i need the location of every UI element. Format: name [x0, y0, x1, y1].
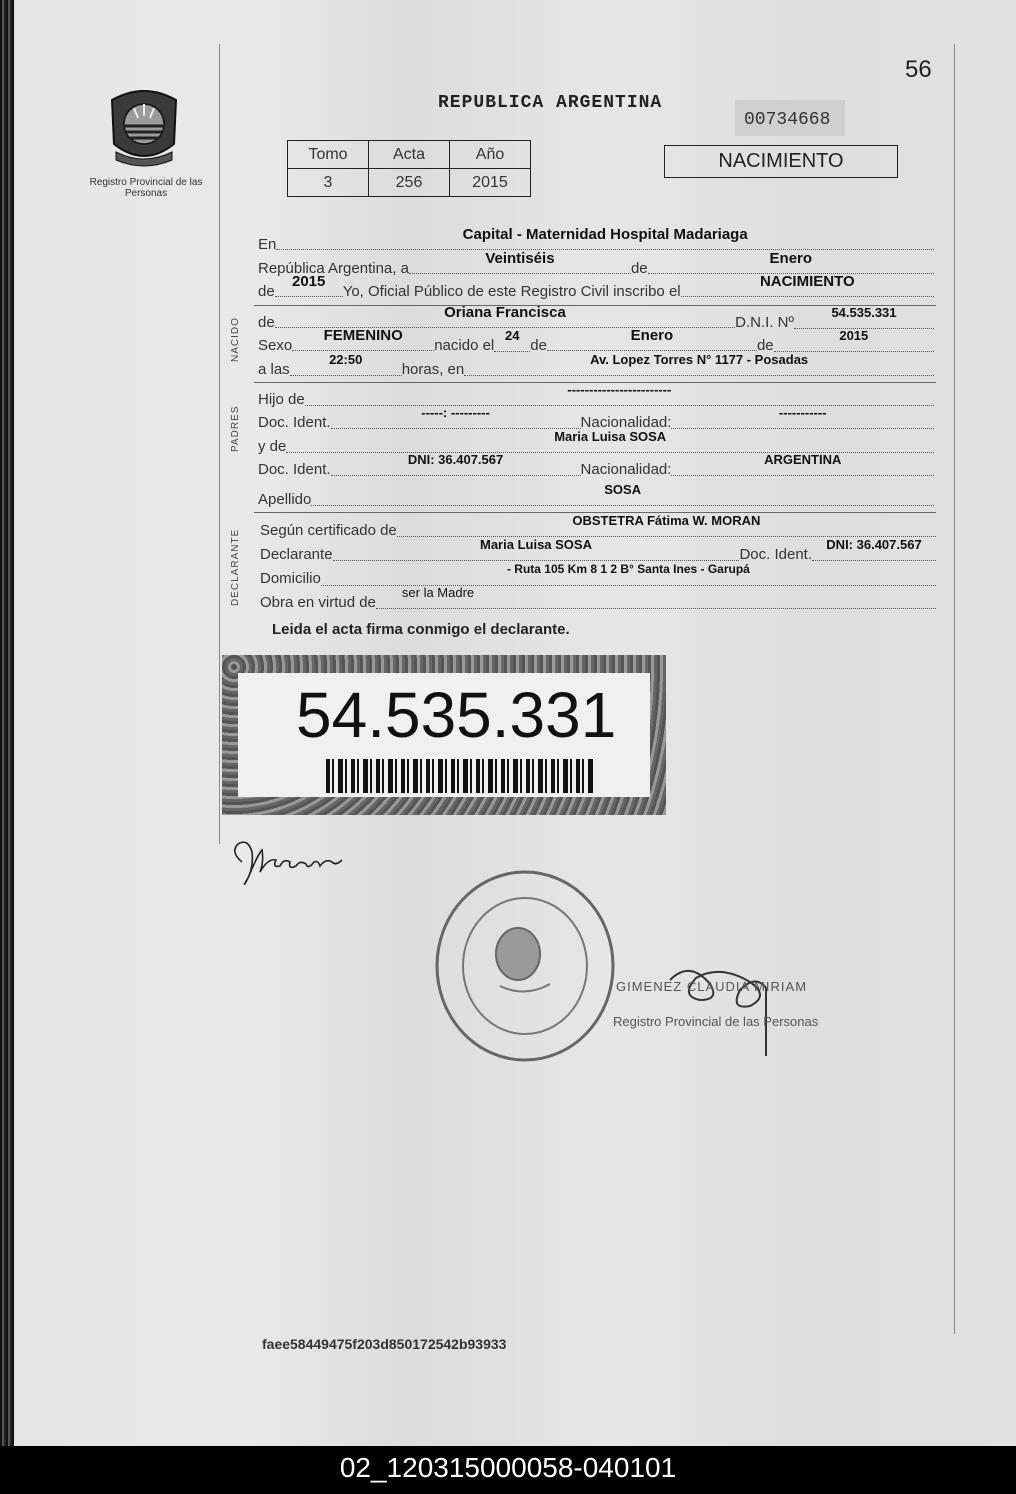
capacity-value: ser la Madre [401, 585, 475, 600]
hours-label: horas, en [401, 361, 465, 378]
section-label-birth: NACIDO [230, 317, 241, 362]
child-name: Oriana Francisca [444, 304, 566, 321]
event-row [258, 273, 934, 300]
born-label: nacido el [434, 337, 495, 354]
table-cell: 3 [288, 169, 369, 197]
mother-name: Maria Luisa SOSA [554, 429, 667, 444]
frame-left-line [219, 44, 220, 844]
barcode-icon [326, 759, 594, 793]
declarant-label: Declarante [260, 546, 333, 563]
officer-text: Yo, Oficial Público de este Registro Civil inscribo el [342, 283, 681, 300]
address-row [260, 562, 936, 587]
place-value: Capital - Maternidad Hospital Madariaga [462, 226, 748, 243]
child-of-label: Hijo de [258, 391, 305, 408]
day-text: Veintiséis [485, 250, 555, 267]
dni-sticker-inner [238, 673, 650, 797]
address-label: Domicilio [260, 570, 321, 587]
declarant-address: - Ruta 105 Km 8 1 2 B° Santa Ines - Garupá [506, 562, 750, 576]
section-label-declarant: DECLARANTE [230, 528, 241, 606]
frame-right-line [954, 44, 955, 1334]
surname-row [258, 482, 934, 508]
surname-label: Apellido [258, 491, 312, 508]
official-seal-icon [430, 866, 620, 1066]
de-label: de [756, 337, 774, 354]
de-label: de [258, 314, 275, 331]
officer-signature-icon [640, 960, 790, 1060]
year-value: 2015 [292, 273, 326, 290]
table-header-cell: Año [450, 141, 531, 169]
sex-label: Sexo [258, 337, 293, 354]
scan-id: 02_120315000058-040101 [339, 1452, 677, 1483]
declarant-name: Maria Luisa SOSA [480, 537, 592, 552]
place-row [258, 226, 934, 253]
father-doc: -----: --------- [421, 405, 490, 420]
nationality-label: Nacionalidad: [580, 414, 672, 431]
republic-label: República Argentina, a [258, 260, 409, 277]
surname-value: SOSA [604, 482, 642, 497]
section-label-parents: PADRES [230, 405, 241, 452]
time-row [258, 352, 934, 378]
document-hash: faee58449475f203d850172542b93933 [262, 1336, 507, 1352]
father-nationality: ----------- [778, 405, 827, 420]
birth-month: Enero [630, 327, 674, 344]
table-cell: 2015 [450, 169, 531, 197]
child-dni: 54.535.331 [831, 305, 897, 320]
officer-org: Registro Provincial de las Personas [613, 1014, 819, 1029]
de-label: de [530, 337, 547, 354]
de-label: de [258, 283, 275, 300]
table-header-row [288, 141, 531, 169]
nationality-label: Nacionalidad: [580, 461, 672, 478]
registry-name: Registro Provincial de las Personas [89, 177, 203, 199]
doc-type-box: NACIMIENTO [664, 145, 898, 178]
province-emblem-icon [106, 86, 182, 170]
dni-sticker [222, 655, 666, 815]
register-table [287, 140, 531, 197]
birth-address: Av. Lopez Torres N° 1177 - Posadas [590, 352, 809, 367]
scan-footer [0, 1446, 1016, 1494]
country-title: REPUBLICA ARGENTINA [438, 93, 663, 113]
declarant-signature-icon [228, 832, 358, 892]
birth-year: 2015 [839, 328, 869, 343]
serial-number: 00734668 [744, 110, 831, 130]
declarant-row [260, 537, 936, 563]
de-label: de [630, 260, 648, 277]
and-label: y de [258, 438, 287, 455]
table-header-cell: Acta [369, 141, 450, 169]
dni-sticker-number: 54.535.331 [296, 679, 617, 751]
table-row [288, 169, 531, 197]
place-label: En [258, 236, 277, 253]
officer-name: GIMENEZ CLAUDIA MIRIAM [616, 979, 808, 994]
capacity-label: Obra en virtud de [260, 594, 376, 611]
capacity-row [260, 585, 936, 611]
mother-doc-row [258, 452, 934, 478]
birth-day: 24 [505, 328, 520, 343]
cert-label: Según certificado de [260, 522, 397, 539]
event-value: NACIMIENTO [759, 273, 855, 290]
declarant-doc: DNI: 36.407.567 [826, 537, 922, 552]
dni-label: D.N.I. Nº [735, 314, 794, 331]
father-name: ------------------------ [567, 382, 672, 397]
doc-label: Doc. Ident. [739, 546, 812, 563]
mother-nationality: ARGENTINA [764, 452, 842, 467]
cert-value: OBSTETRA Fátima W. MORAN [572, 513, 761, 528]
page-number: 56 [905, 56, 932, 83]
table-header-cell: Tomo [288, 141, 369, 169]
table-cell: 256 [369, 169, 450, 197]
closing-statement: Leida el acta firma conmigo el declarante. [272, 621, 570, 638]
time-label: a las [258, 361, 290, 378]
month-value: Enero [769, 250, 813, 267]
father-row [258, 382, 934, 408]
scan-edge [0, 0, 14, 1446]
doc-label: Doc. Ident. [258, 414, 331, 431]
doc-label: Doc. Ident. [258, 461, 331, 478]
birth-time: 22:50 [329, 352, 363, 367]
sex-value: FEMENINO [323, 327, 403, 344]
mother-doc: DNI: 36.407.567 [407, 452, 504, 467]
